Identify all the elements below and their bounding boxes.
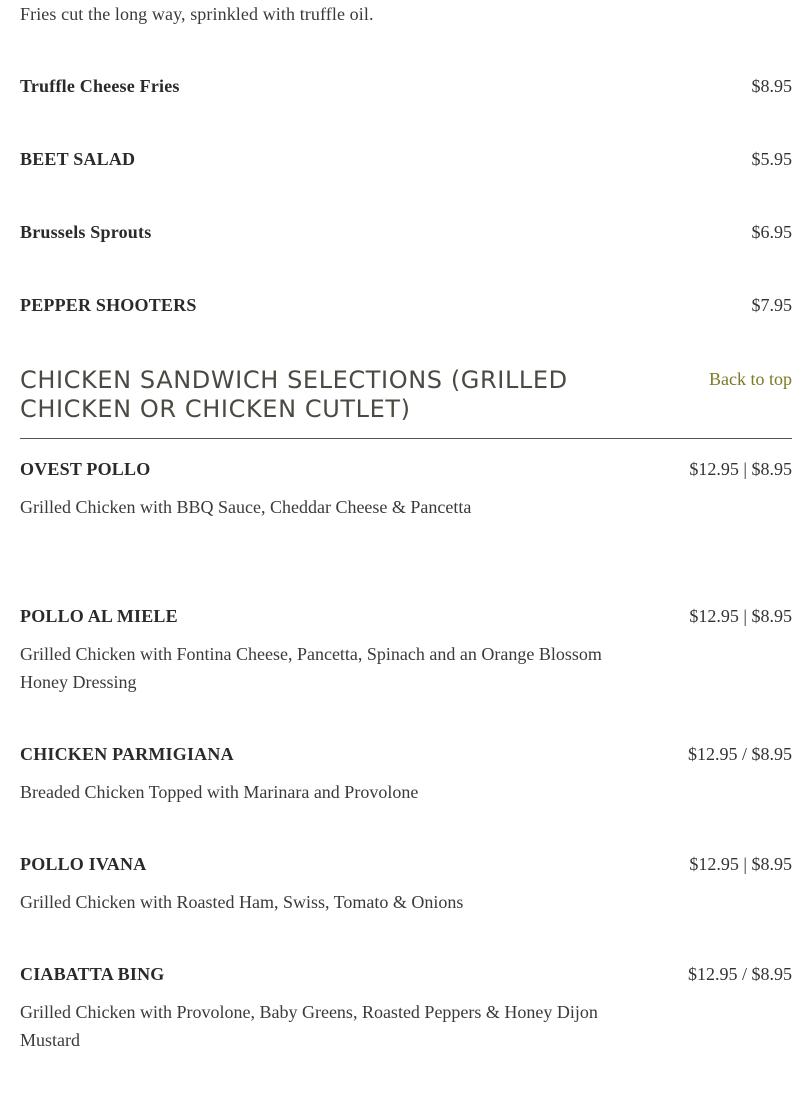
item-name: OVEST POLLO bbox=[20, 459, 151, 479]
item-name: POLLO IVANA bbox=[20, 854, 147, 874]
item-name: Brussels Sprouts bbox=[20, 222, 152, 242]
item-description: Grilled Chicken with Provolone, Baby Greens, Roasted Peppers & Honey Dijon Mustard bbox=[20, 1002, 598, 1050]
item-description: Grilled Chicken with BBQ Sauce, Cheddar Cheese & Pancetta bbox=[20, 497, 472, 517]
menu-item bbox=[20, 744, 792, 770]
menu-item bbox=[20, 76, 792, 102]
item-description: Grilled Chicken with Roasted Ham, Swiss, Tomato & Onions bbox=[20, 892, 464, 912]
item-price: $12.95 | $8.95 bbox=[689, 854, 792, 874]
item-name: POLLO AL MIELE bbox=[20, 606, 178, 626]
menu-item bbox=[20, 964, 792, 990]
item-price: $5.95 bbox=[751, 149, 792, 169]
menu-item bbox=[20, 459, 792, 485]
item-price: $12.95 / $8.95 bbox=[687, 964, 792, 984]
menu-item bbox=[20, 222, 792, 248]
section-title: CHICKEN SANDWICH SELECTIONS (GRILLED CHICKEN OR CHICKEN CUTLET) bbox=[20, 366, 568, 423]
item-description: Breaded Chicken Topped with Marinara and Provolone bbox=[20, 782, 419, 802]
menu-item bbox=[20, 149, 792, 175]
item-name: CIABATTA BING bbox=[20, 964, 165, 984]
menu-item bbox=[20, 295, 792, 321]
item-price: $6.95 bbox=[751, 222, 792, 242]
item-price: $12.95 | $8.95 bbox=[689, 459, 792, 479]
item-name: PEPPER SHOOTERS bbox=[20, 295, 197, 315]
item-name: BEET SALAD bbox=[20, 149, 136, 169]
item-description: Grilled Chicken with Fontina Cheese, Pancetta, Spinach and an Orange Blossom Honey Dressing bbox=[20, 644, 602, 692]
item-price: $8.95 bbox=[751, 76, 792, 96]
back-to-top-link[interactable]: Back to top bbox=[709, 369, 792, 389]
item-name: CHICKEN PARMIGIANA bbox=[20, 744, 234, 764]
item-name: Truffle Cheese Fries bbox=[20, 76, 180, 96]
item-price: $7.95 bbox=[751, 295, 792, 315]
section-divider bbox=[20, 438, 792, 439]
item-price: $12.95 | $8.95 bbox=[689, 606, 792, 626]
item-description: Fries cut the long way, sprinkled with truffle oil. bbox=[20, 4, 374, 24]
menu-item bbox=[20, 854, 792, 880]
menu-item bbox=[20, 606, 792, 632]
item-price: $12.95 / $8.95 bbox=[687, 744, 792, 764]
